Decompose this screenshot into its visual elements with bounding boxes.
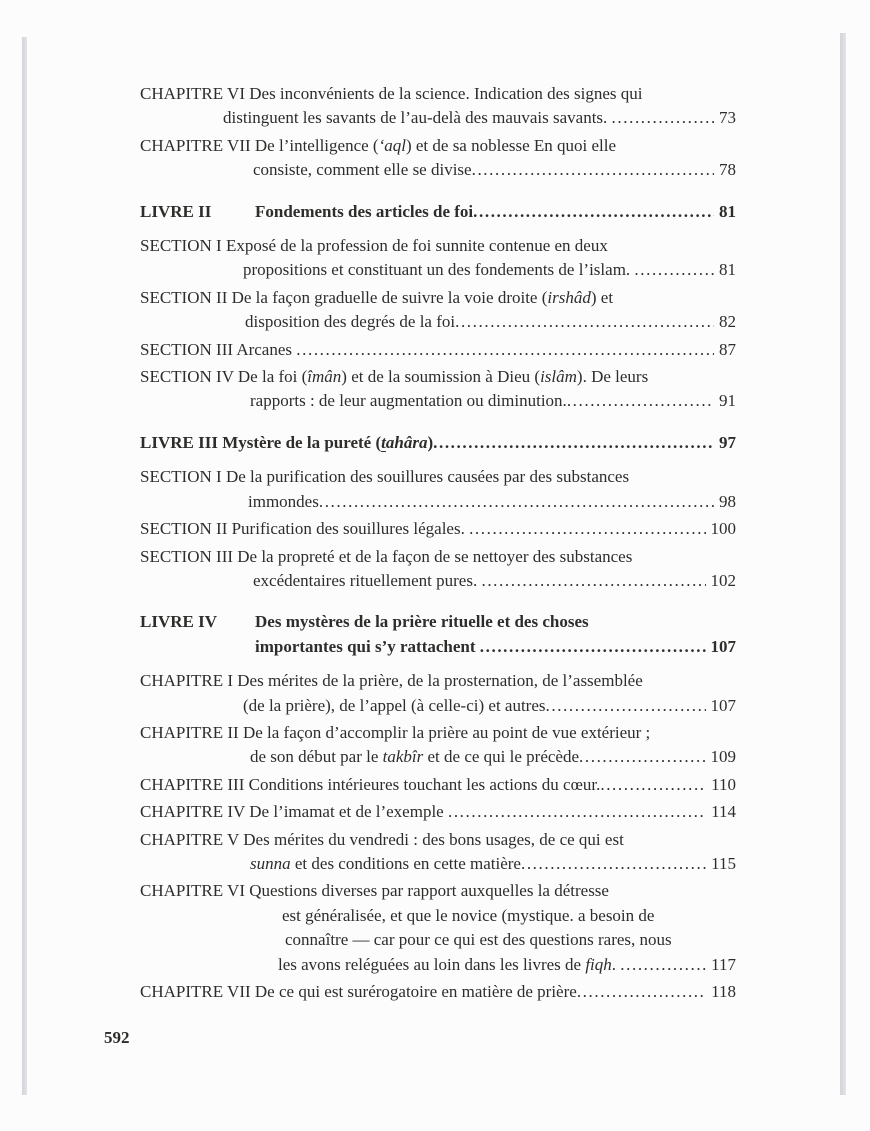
toc-text-segment: ahâra bbox=[385, 432, 428, 452]
toc-page-number: 118 bbox=[711, 982, 736, 1001]
toc-line bbox=[140, 286, 736, 310]
toc-text-segment: CHAPITRE VII De ce qui est surérogatoire en matière de prière bbox=[140, 982, 577, 1001]
toc-page-number: 102 bbox=[710, 570, 736, 590]
dot-leader bbox=[433, 431, 714, 455]
toc-text-segment: importantes qui s’y rattachent bbox=[255, 636, 480, 656]
toc-text-segment: Des mystères de la prière rituelle et des choses bbox=[255, 612, 589, 632]
toc-text-segment: SECTION II Purification des souillures légales. bbox=[140, 519, 470, 539]
toc-line bbox=[140, 490, 736, 514]
toc-page-number: 73 bbox=[719, 108, 736, 128]
toc-line-text bbox=[255, 635, 480, 659]
toc-entry bbox=[140, 800, 736, 824]
toc-line bbox=[140, 828, 736, 852]
toc-line-text bbox=[140, 200, 473, 224]
toc-text-segment: consiste, comment elle se divise bbox=[253, 160, 472, 180]
toc-line-text bbox=[243, 694, 546, 718]
toc-line bbox=[140, 134, 736, 158]
toc-line bbox=[140, 389, 736, 413]
toc-line-text bbox=[140, 610, 589, 634]
dot-leader bbox=[481, 569, 705, 593]
toc-page-number: 97 bbox=[719, 432, 736, 452]
toc-entry bbox=[140, 431, 736, 455]
toc-text-segment: LIVRE II bbox=[140, 201, 212, 221]
toc-page-number: 78 bbox=[719, 160, 736, 180]
toc-text-segment: CHAPITRE VII De l’intelligence ( bbox=[140, 135, 379, 155]
toc-text-segment: et des conditions en cette matière bbox=[290, 853, 521, 873]
toc-line bbox=[140, 669, 736, 693]
toc-page-number: 117 bbox=[711, 954, 736, 974]
toc-text-segment: CHAPITRE VI Questions diverses par rapport auxquelles la détresse bbox=[140, 881, 609, 901]
toc-text-segment: LIVRE III Mystère de la pureté ( bbox=[140, 432, 382, 452]
footer-page-number: 592 bbox=[104, 1028, 130, 1047]
toc-text-segment: immondes bbox=[248, 491, 319, 511]
toc-text-segment: CHAPITRE I Des mérites de la prière, de la prosternation, de l’assemblée bbox=[140, 671, 643, 691]
toc-line-text bbox=[245, 310, 455, 334]
toc-text-segment: (de la prière), de l’appel (à celle-ci) et autres bbox=[243, 695, 546, 715]
toc-line-text bbox=[140, 517, 469, 541]
toc-text-segment: disposition des degrés de la foi bbox=[245, 312, 456, 332]
toc-line bbox=[140, 106, 736, 130]
toc-entry bbox=[140, 82, 736, 131]
toc-entry bbox=[140, 338, 736, 362]
toc-text-segment: ‘aql bbox=[378, 135, 406, 155]
toc-text-segment: CHAPITRE VI Des inconvénients de la science. Indication des signes qui bbox=[140, 84, 643, 103]
toc-text-segment: ). De leurs bbox=[576, 367, 649, 387]
toc-entry bbox=[140, 828, 736, 877]
toc-text-segment: LIVRE IV bbox=[140, 612, 217, 632]
toc-text-segment: SECTION II De la façon graduelle de suivre la voie droite ( bbox=[140, 287, 548, 307]
toc-line bbox=[140, 338, 736, 362]
toc-text-segment: sunna bbox=[250, 853, 291, 873]
toc-line-text bbox=[285, 928, 672, 952]
dot-leader bbox=[567, 389, 714, 413]
toc-text-segment: irshâd bbox=[547, 287, 591, 307]
toc-line-text bbox=[250, 389, 567, 413]
dot-leader bbox=[455, 310, 714, 334]
toc-line bbox=[140, 800, 736, 824]
toc-entry bbox=[140, 773, 736, 797]
toc-line-text bbox=[140, 800, 448, 824]
toc-line-text bbox=[140, 721, 650, 745]
toc-page-number: 100 bbox=[710, 519, 736, 539]
toc-line bbox=[140, 721, 736, 745]
toc-line-text bbox=[223, 106, 612, 130]
toc-line bbox=[140, 158, 736, 182]
toc-line bbox=[140, 82, 736, 106]
toc-entry bbox=[140, 669, 736, 718]
toc-text-segment: connaître — car pour ce qui est des questions rares, nous bbox=[285, 930, 672, 950]
toc-line bbox=[140, 852, 736, 876]
toc-text-segment: excédentaires rituellement pures. bbox=[253, 570, 482, 590]
toc-entry bbox=[140, 134, 736, 183]
toc-line bbox=[140, 200, 736, 224]
toc-page-number: 107 bbox=[710, 636, 736, 656]
toc-line-text bbox=[282, 904, 654, 928]
toc-text-segment: takbîr bbox=[382, 747, 424, 767]
toc-text-segment: islâm bbox=[540, 367, 577, 387]
toc-line-text bbox=[278, 953, 620, 977]
toc-entry bbox=[140, 721, 736, 770]
toc-page-number: 87 bbox=[719, 339, 736, 359]
toc-text-segment: ) et bbox=[590, 287, 614, 307]
toc-text-segment: CHAPITRE III Conditions intérieures touchant les actions du cœur. bbox=[140, 774, 601, 794]
toc-line bbox=[140, 610, 736, 634]
toc-line bbox=[140, 517, 736, 541]
dot-leader bbox=[579, 745, 705, 769]
toc-text-segment: . bbox=[611, 954, 621, 974]
dot-leader bbox=[469, 517, 705, 541]
toc-line bbox=[140, 258, 736, 282]
dot-leader bbox=[634, 258, 714, 282]
toc-text-segment: de son début par le bbox=[250, 747, 383, 767]
toc-line-text bbox=[243, 258, 634, 282]
toc-line bbox=[140, 773, 736, 797]
toc-line bbox=[140, 365, 736, 389]
toc-line-text bbox=[140, 134, 616, 158]
toc-text-segment: SECTION I De la purification des souillures causées par des substances bbox=[140, 467, 630, 487]
toc-text-segment: Fondements des articles de foi bbox=[255, 201, 474, 221]
toc-line-text bbox=[253, 569, 481, 593]
dot-leader bbox=[620, 953, 706, 977]
toc-line bbox=[140, 879, 736, 903]
toc-line-text bbox=[250, 852, 521, 876]
toc-text-segment: ) bbox=[427, 432, 434, 452]
toc-line bbox=[140, 980, 736, 1004]
toc-entry bbox=[140, 200, 736, 224]
toc-line-text bbox=[140, 545, 632, 569]
toc-line bbox=[140, 234, 736, 258]
toc-line-text bbox=[140, 669, 643, 693]
toc-page-number: 81 bbox=[719, 201, 736, 221]
toc-text-segment: CHAPITRE IV De l’imamat et de l’exemple bbox=[140, 802, 448, 822]
toc-text-segment: ) et de la soumission à Dieu ( bbox=[341, 367, 541, 387]
toc-text-segment: distinguent les savants de l’au-delà des mauvais savants. bbox=[223, 108, 612, 128]
table-of-contents bbox=[140, 82, 736, 1007]
toc-text-segment: ) et de sa noblesse En quoi elle bbox=[405, 135, 617, 155]
toc-entry bbox=[140, 365, 736, 414]
toc-line-text bbox=[140, 879, 609, 903]
toc-text-segment: CHAPITRE V Des mérites du vendredi : des bons usages, de ce qui est bbox=[140, 829, 624, 849]
toc-line-text bbox=[140, 431, 433, 455]
toc-text-segment: CHAPITRE II De la façon d’accomplir la prière au point de vue extérieur ; bbox=[140, 722, 651, 742]
toc-line-text bbox=[140, 773, 600, 797]
toc-line bbox=[140, 745, 736, 769]
toc-page-number: 82 bbox=[719, 312, 736, 332]
toc-text-segment: t bbox=[381, 432, 386, 452]
toc-page-number: 115 bbox=[711, 853, 736, 873]
toc-line bbox=[140, 928, 736, 952]
toc-line-text bbox=[140, 828, 624, 852]
dot-leader bbox=[319, 490, 714, 514]
toc-line bbox=[140, 904, 736, 928]
dot-leader bbox=[521, 852, 706, 876]
page-edge-left bbox=[22, 37, 27, 1095]
toc-line bbox=[140, 635, 736, 659]
toc-line-text bbox=[253, 158, 472, 182]
toc-text-segment: fiqh bbox=[585, 954, 612, 974]
toc-text-segment: SECTION IV De la foi ( bbox=[140, 367, 308, 387]
toc-line bbox=[140, 465, 736, 489]
toc-line-text bbox=[250, 745, 579, 769]
toc-page-number: 91 bbox=[719, 391, 736, 411]
toc-line-text bbox=[140, 980, 577, 1004]
toc-line-text bbox=[140, 465, 629, 489]
toc-entry bbox=[140, 879, 736, 977]
toc-text-segment: est généralisée, et que le novice (mystique. a besoin de bbox=[282, 905, 655, 925]
dot-leader bbox=[448, 800, 706, 824]
toc-entry bbox=[140, 465, 736, 514]
toc-page-number: 114 bbox=[711, 802, 736, 822]
toc-page-number: 107 bbox=[710, 695, 736, 715]
page-edge-right bbox=[840, 33, 846, 1095]
toc-line bbox=[140, 545, 736, 569]
toc-text-segment: SECTION I Exposé de la profession de foi sunnite contenue en deux bbox=[140, 236, 608, 256]
toc-line-text bbox=[140, 82, 643, 106]
dot-leader bbox=[577, 980, 706, 1004]
toc-text-segment: et de ce qui le précède bbox=[423, 747, 580, 767]
dot-leader bbox=[612, 106, 714, 130]
toc-line-text bbox=[140, 234, 608, 258]
toc-text-segment: SECTION III Arcanes bbox=[140, 339, 297, 359]
toc-entry bbox=[140, 517, 736, 541]
toc-entry bbox=[140, 980, 736, 1004]
toc-page-number: 110 bbox=[711, 774, 736, 794]
toc-line-text bbox=[248, 490, 319, 514]
toc-entry bbox=[140, 286, 736, 335]
toc-page-number: 109 bbox=[710, 747, 736, 767]
toc-line bbox=[140, 694, 736, 718]
toc-line bbox=[140, 953, 736, 977]
toc-line-text bbox=[140, 365, 648, 389]
dot-leader bbox=[546, 694, 706, 718]
dot-leader bbox=[473, 200, 714, 224]
toc-text-segment: rapports : de leur augmentation ou diminution. bbox=[250, 391, 567, 411]
toc-line bbox=[140, 431, 736, 455]
toc-text-segment: SECTION III De la propreté et de la façon de se nettoyer des substances bbox=[140, 546, 633, 566]
toc-text-segment: propositions et constituant un des fondements de l’islam. bbox=[243, 260, 635, 280]
toc-page-number: 81 bbox=[719, 260, 736, 280]
toc-text-segment: îmân bbox=[307, 367, 342, 387]
dot-leader bbox=[480, 635, 706, 659]
toc-line bbox=[140, 310, 736, 334]
toc-line-text bbox=[140, 286, 613, 310]
toc-page-number: 98 bbox=[719, 491, 736, 511]
toc-entry bbox=[140, 234, 736, 283]
dot-leader bbox=[600, 773, 706, 797]
toc-entry bbox=[140, 545, 736, 594]
dot-leader bbox=[472, 158, 714, 182]
toc-line-text bbox=[140, 338, 296, 362]
toc-text-segment: les avons reléguées au loin dans les livres de bbox=[278, 954, 586, 974]
dot-leader bbox=[296, 338, 714, 362]
toc-entry bbox=[140, 610, 736, 659]
toc-line bbox=[140, 569, 736, 593]
